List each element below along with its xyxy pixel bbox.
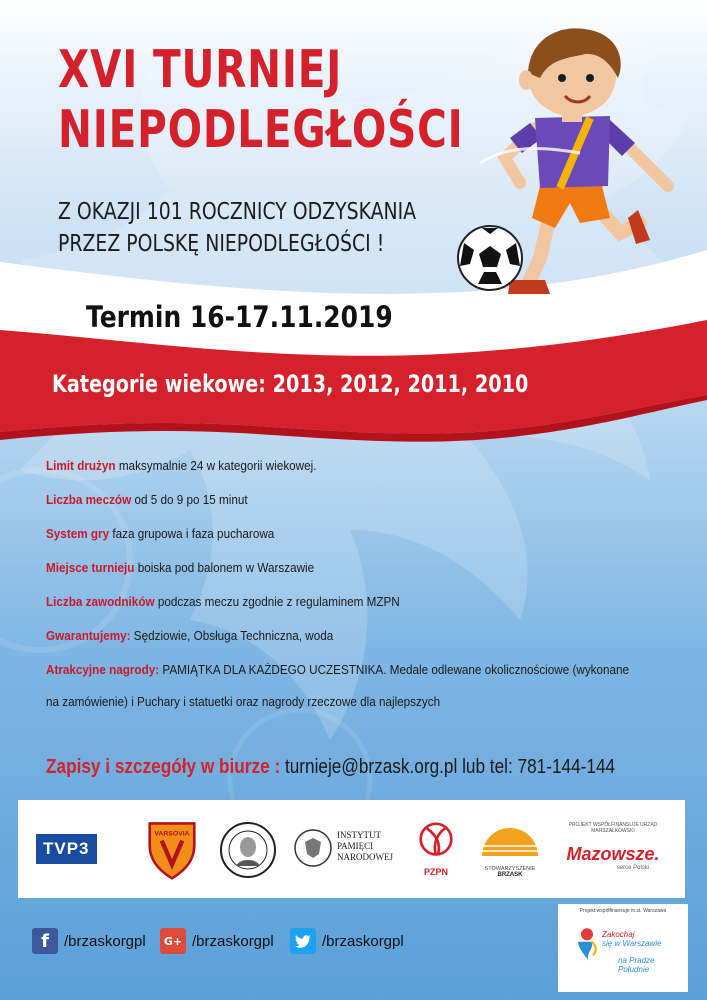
info-text: maksymalnie 24 w kategorii wiekowej. [118, 458, 317, 473]
event-dates: Termin 16-17.11.2019 [86, 300, 393, 334]
warsaw-line-2: się w Warszawie [602, 939, 662, 948]
registration-text: turnieje@brzask.org.pl lub tel: 781-144-144 [284, 756, 616, 778]
google-plus-handle: /brzaskorgpl [192, 932, 274, 950]
mazowsze-logo [548, 822, 678, 882]
varsovia-logo [146, 820, 198, 880]
brzask-line-2: BRZASK [497, 872, 523, 878]
pzpn-logo [416, 818, 456, 882]
info-text: faza grupowa i faza pucharowa [112, 526, 275, 541]
tvp3-text: TVP3 [36, 834, 97, 864]
google-plus-link[interactable] [160, 928, 274, 954]
warsaw-mermaid-icon [572, 922, 602, 966]
info-text: podczas meczu zgodnie z regulaminem MZPN [157, 594, 400, 609]
mazowsze-text: Mazowsze. [566, 844, 660, 864]
facebook-handle: /brzaskorgpl [64, 932, 146, 950]
pzpn-text: PZPN [423, 867, 448, 877]
brzask-logo [473, 818, 547, 886]
registration-label: Zapisy i szczegóły w biurze : [46, 756, 281, 778]
mazowsze-sponsor-note: PROJEKT WSPÓŁFINANSUJE URZĄD MARSZAŁKOWSKI [568, 822, 658, 834]
ipn-eagle-icon [293, 828, 333, 868]
info-label: Atrakcyjne nagrody: [46, 662, 160, 677]
google-plus-icon: G+ [160, 928, 186, 954]
twitter-link[interactable] [290, 928, 404, 954]
warsaw-line-3: na Pradze [618, 956, 655, 965]
varsovia-text: VARSOVIA [154, 830, 190, 838]
warsaw-note: Projekt współfinansuje m.st. Warszawa [579, 908, 667, 914]
facebook-icon: f [32, 928, 58, 954]
warsaw-line-1: Zakochaj [602, 930, 635, 939]
info-label: Gwarantujemy: [46, 628, 131, 643]
brzask-line-1: STOWARZYSZENIE [484, 866, 536, 872]
subtitle-line-1: Z OKAZJI 101 ROCZNICY ODZYSKANIA [58, 199, 417, 225]
info-text: od 5 do 9 po 15 minut [134, 492, 248, 507]
ipn-line-1: INSTYTUT [337, 830, 381, 840]
ipn-line-2: PAMIĘCI [337, 841, 374, 851]
info-item [46, 594, 586, 610]
registration-contact [46, 756, 615, 779]
subtitle-line-2: PRZEZ POLSKĘ NIEPODLEGŁOŚCI ! [58, 231, 385, 257]
ipn-logo [293, 826, 403, 872]
title-line-1: XVI TURNIEJ [58, 40, 343, 100]
info-text: Sędziowie, Obsługa Techniczna, woda [133, 628, 334, 643]
info-item [46, 526, 586, 542]
info-label: Liczba zawodników [46, 594, 155, 609]
info-label: Miejsce turnieju [46, 560, 135, 575]
twitter-handle: /brzaskorgpl [322, 932, 404, 950]
title-line-2: NIEPODLEGŁOŚCI [58, 100, 464, 160]
info-item [46, 560, 586, 576]
subtitle [58, 196, 416, 260]
info-label: System gry [46, 526, 110, 541]
twitter-icon [290, 928, 316, 954]
info-item [46, 662, 630, 678]
info-text: boiska pod balonem w Warszawie [137, 560, 315, 575]
sunrise-icon [480, 818, 540, 858]
mazowsze-subtext: serce Polski [616, 865, 650, 871]
warsaw-line-4: Południe [618, 965, 650, 974]
info-label: Liczba meczów [46, 492, 132, 507]
info-item [46, 492, 586, 508]
warsaw-cofinancing-badge [558, 904, 688, 992]
info-continuation: na zamówienie) i Puchary i statuetki oraz nagrody rzeczowe dla najlepszych [46, 694, 441, 709]
info-item [46, 628, 586, 644]
ipn-line-3: NARODOWEJ [337, 852, 393, 862]
portrait-badge-logo [218, 820, 278, 880]
age-categories: Kategorie wiekowe: 2013, 2012, 2011, 2010 [52, 370, 529, 398]
info-label: Limit drużyn [46, 458, 116, 473]
poster-title [58, 40, 464, 160]
tournament-info [46, 458, 646, 728]
info-text: PAMIĄTKA DLA KAŻDEGO UCZESTNIKA. Medale odlewane okolicznościowe (wykonane [162, 662, 630, 677]
info-item [46, 458, 586, 474]
boy-with-ball-illustration [450, 18, 680, 303]
tvp3-logo [36, 833, 124, 865]
sponsor-logos [18, 800, 685, 898]
facebook-link[interactable] [32, 928, 146, 954]
pzpn-ball-icon [418, 818, 454, 862]
